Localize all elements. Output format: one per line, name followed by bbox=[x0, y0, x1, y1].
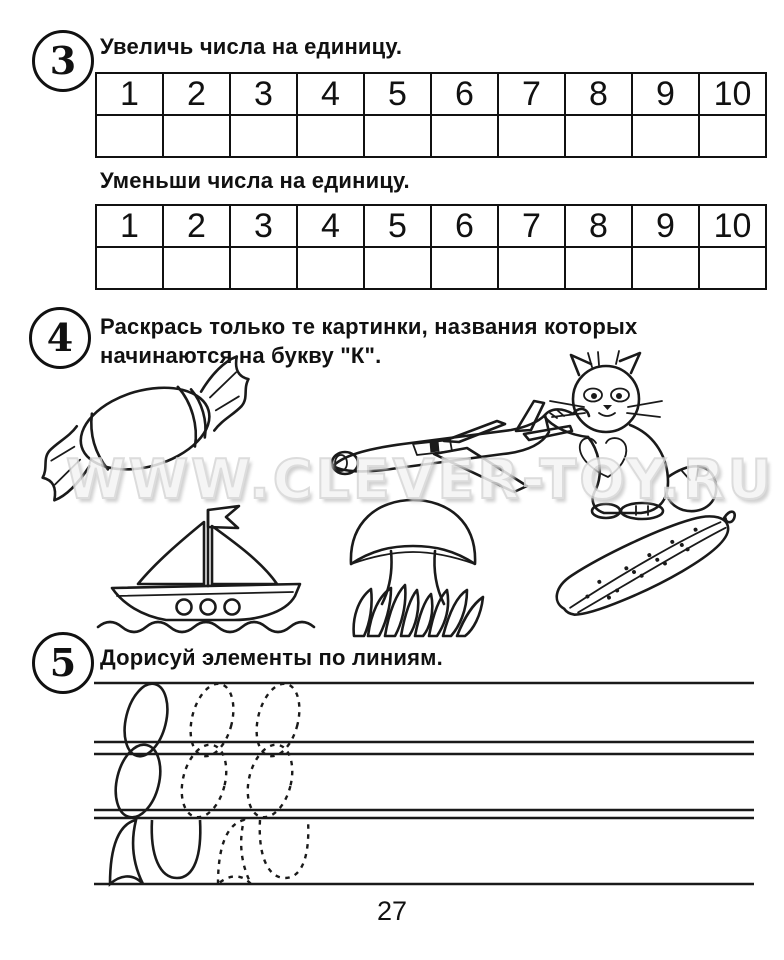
number-cell: 3 bbox=[230, 73, 297, 115]
tracing-lines-area[interactable] bbox=[88, 679, 760, 896]
answer-cell[interactable] bbox=[699, 247, 766, 289]
number-cell: 1 bbox=[96, 205, 163, 247]
number-cell: 7 bbox=[498, 73, 565, 115]
answer-cell[interactable] bbox=[96, 247, 163, 289]
number-cell: 2 bbox=[163, 205, 230, 247]
answer-cell[interactable] bbox=[163, 247, 230, 289]
answer-cell[interactable] bbox=[565, 247, 632, 289]
answer-cell[interactable] bbox=[364, 247, 431, 289]
number-cell: 9 bbox=[632, 205, 699, 247]
number-cell: 8 bbox=[565, 205, 632, 247]
number-cell: 5 bbox=[364, 205, 431, 247]
exercise-5-number bbox=[32, 632, 94, 694]
table-row-answers bbox=[96, 115, 766, 157]
decrease-numbers-table bbox=[95, 204, 767, 290]
answer-cell[interactable] bbox=[230, 247, 297, 289]
table-row-given bbox=[96, 73, 766, 115]
number-cell: 2 bbox=[163, 73, 230, 115]
answer-cell[interactable] bbox=[632, 247, 699, 289]
number-cell: 3 bbox=[230, 205, 297, 247]
watermark: WWW.CLEVER-TOY.RU bbox=[66, 448, 775, 511]
number-cell: 4 bbox=[297, 73, 364, 115]
picture-candy[interactable] bbox=[40, 368, 258, 490]
answer-cell[interactable] bbox=[632, 115, 699, 157]
answer-cell[interactable] bbox=[565, 115, 632, 157]
number-cell: 10 bbox=[699, 73, 766, 115]
number-cell: 1 bbox=[96, 73, 163, 115]
page-number: 27 bbox=[376, 896, 408, 926]
answer-cell[interactable] bbox=[498, 115, 565, 157]
answer-cell[interactable] bbox=[431, 247, 498, 289]
answer-cell[interactable] bbox=[297, 115, 364, 157]
exercise-4-number-label: 4 bbox=[46, 315, 74, 360]
number-cell: 6 bbox=[431, 205, 498, 247]
exercise-4-instruction-line1: Раскрась только те картинки, названия которых bbox=[100, 314, 638, 339]
table-row-given bbox=[96, 205, 766, 247]
answer-cell[interactable] bbox=[431, 115, 498, 157]
answer-cell[interactable] bbox=[498, 247, 565, 289]
number-cell: 9 bbox=[632, 73, 699, 115]
number-cell: 10 bbox=[699, 205, 766, 247]
exercise-3-task1-instruction: Увеличь числа на единицу. bbox=[100, 34, 403, 59]
number-cell: 7 bbox=[498, 205, 565, 247]
answer-cell[interactable] bbox=[163, 115, 230, 157]
answer-cell[interactable] bbox=[96, 115, 163, 157]
picture-cucumber[interactable] bbox=[540, 502, 752, 638]
answer-cell[interactable] bbox=[364, 115, 431, 157]
increase-numbers-table bbox=[95, 72, 767, 158]
answer-cell[interactable] bbox=[230, 115, 297, 157]
answer-cell[interactable] bbox=[297, 247, 364, 289]
exercise-3-task2-instruction: Уменьши числа на единицу. bbox=[100, 168, 410, 193]
number-cell: 8 bbox=[565, 73, 632, 115]
exercise-4-number bbox=[29, 307, 91, 369]
exercise-3-number-label: 3 bbox=[49, 38, 77, 83]
picture-boat[interactable] bbox=[86, 498, 324, 636]
answer-cell[interactable] bbox=[699, 115, 766, 157]
exercise-5-number-label: 5 bbox=[49, 640, 77, 685]
exercise-4-instruction-line2: начинаются на букву "К". bbox=[100, 343, 382, 368]
exercise-5-instruction: Дорисуй элементы по линиям. bbox=[100, 645, 443, 670]
exercise-3-number bbox=[32, 30, 94, 92]
table-row-answers bbox=[96, 247, 766, 289]
number-cell: 5 bbox=[364, 73, 431, 115]
picture-mushroom[interactable] bbox=[334, 486, 492, 638]
picture-cat[interactable] bbox=[524, 349, 738, 525]
number-cell: 4 bbox=[297, 205, 364, 247]
number-cell: 6 bbox=[431, 73, 498, 115]
